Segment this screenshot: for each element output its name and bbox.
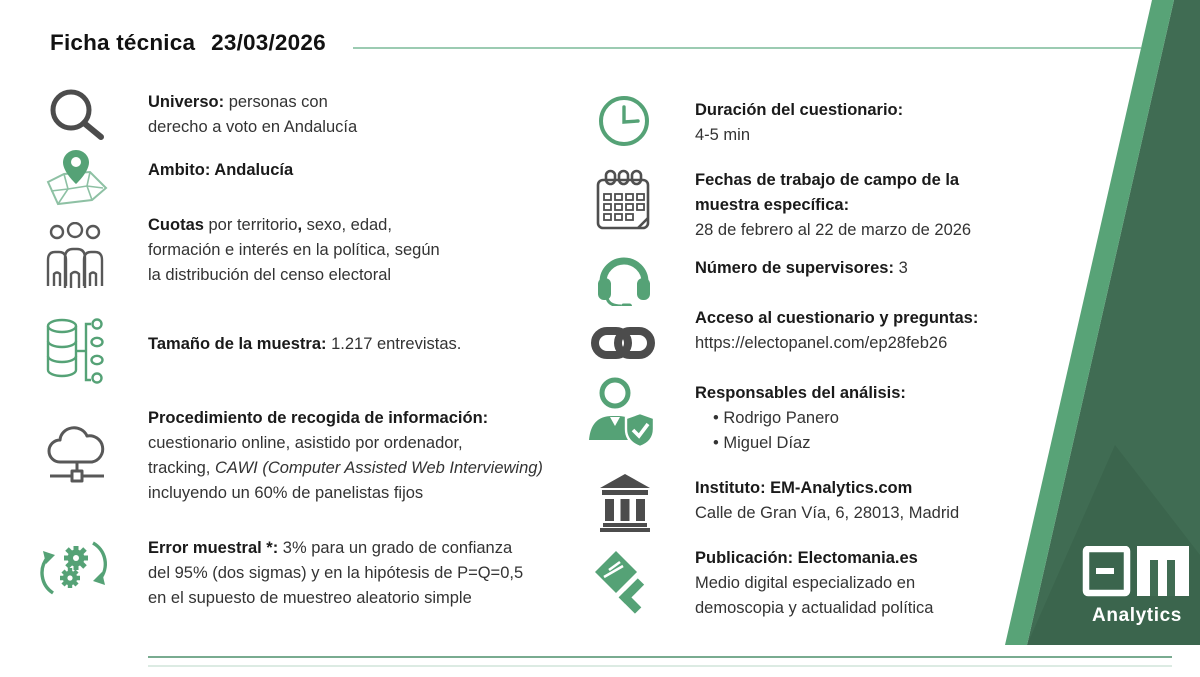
fact-duracion: Duración del cuestionario: 4-5 min [695, 101, 904, 144]
bottom-rule-faint [148, 665, 1172, 667]
bottom-rule-green [148, 656, 1172, 658]
fact-instituto: Instituto: EM-Analytics.com Calle de Gran Vía, 6, 28013, Madrid [695, 479, 960, 522]
fact-cuotas: Cuotas por territorio, sexo, edad, formación e interés en la política, según la distribución del censo electoral [148, 216, 440, 284]
map-pin-icon [42, 148, 110, 213]
fact-fechas-campo: Fechas de trabajo de campo de la muestra específica: 28 de febrero al 22 de marzo de 2026 [695, 171, 972, 239]
cloud-network-icon [44, 424, 110, 495]
fact-procedimiento: Procedimiento de recogida de información: cuestionario online, asistido por ordenador, tracking, CAWI (Computer Assisted Web Interviewing) incluyendo un 60% de panelistas fijos [148, 409, 543, 502]
magnifier-icon [45, 88, 107, 147]
fact-universo: Universo: personas con derecho a voto en Andalucía [148, 93, 358, 136]
fact-acceso: Acceso al cuestionario y preguntas: https://electopanel.com/ep28feb26 [695, 309, 979, 352]
fact-supervisores: Número de supervisores: 3 [695, 259, 908, 277]
title-rule [353, 47, 1141, 49]
database-icon [44, 314, 110, 399]
em-analytics-logo [1082, 546, 1192, 627]
fact-publicacion: Publicación: Electomania.es Medio digital especializado en demoscopia y actualidad política [695, 549, 934, 617]
em-logo-mark [1082, 546, 1192, 598]
page-title [50, 30, 326, 56]
logo-analytics-label: Analytics [1092, 605, 1182, 626]
fact-tamano-muestra: Tamaño de la muestra: 1.217 entrevistas. [148, 335, 462, 353]
gears-refresh-icon [40, 534, 108, 607]
page-title-text: Ficha técnica [50, 30, 196, 55]
people-group-icon [44, 222, 108, 297]
fact-ambito: Ambito: Andalucía [148, 161, 294, 179]
page-title-date: 23/03/2026 [211, 30, 326, 55]
fact-responsables: Responsables del análisis: • Rodrigo Panero • Miguel Díaz [695, 384, 906, 452]
fact-error-muestral: Error muestral *: 3% para un grado de confianza del 95% (dos sigmas) y en la hipótesis de P=Q=0,5 en el supuesto de muestreo aleatorio simple [148, 539, 524, 607]
